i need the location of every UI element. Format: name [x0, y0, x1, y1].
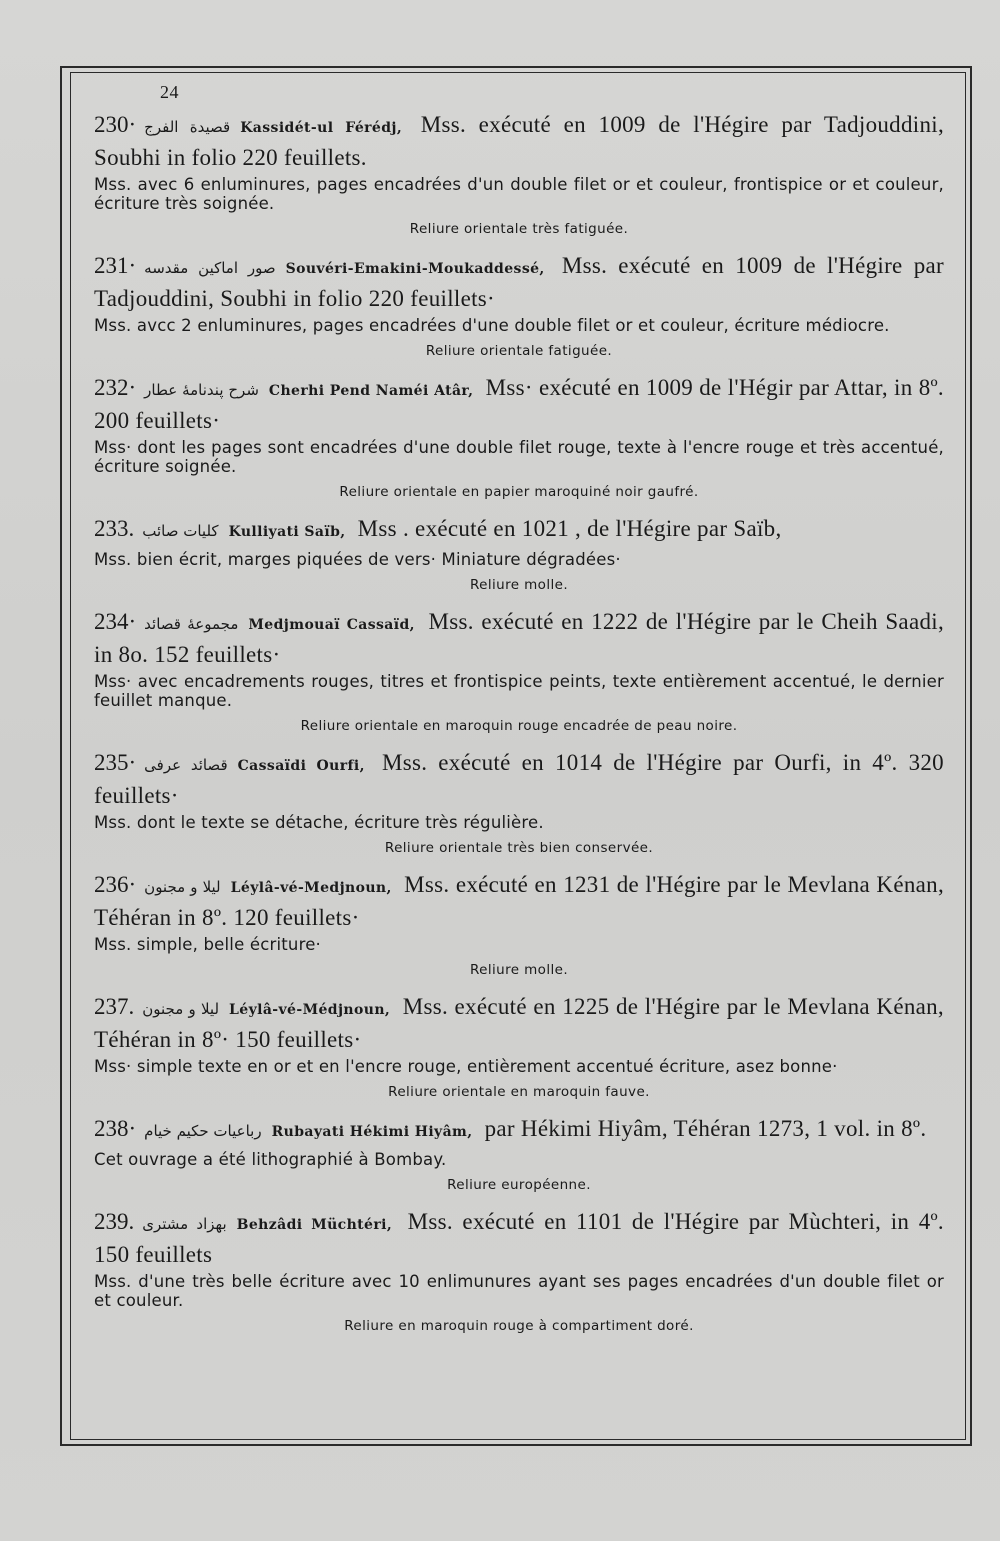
entry-description: Mss· dont les pages sont encadrées d'une double filet rouge, texte à l'encre rouge et très accentué, écriture soignée. — [94, 438, 944, 476]
catalog-entry — [94, 1114, 944, 1193]
entry-binding: Reliure orientale fatiguée. — [425, 343, 613, 359]
catalog-entries — [94, 110, 944, 1348]
catalog-entry — [94, 514, 944, 593]
entry-heading — [94, 373, 944, 435]
catalog-entry — [94, 1207, 944, 1334]
entry-number: 237. — [94, 994, 135, 1019]
entry-description: Mss· simple texte en or et en l'encre rouge, entièrement accentué écriture, asez bonne· — [94, 1057, 838, 1076]
entry-description: Cet ouvrage a été lithographié à Bombay. — [94, 1150, 447, 1169]
entry-details: Mss· exécuté en 1009 de l'Hégir par Attar, in 8º. 200 feuillets· — [94, 375, 944, 433]
page-number: 24 — [160, 82, 179, 102]
entry-binding: Reliure molle. — [469, 577, 569, 593]
catalog-entry — [94, 373, 944, 500]
catalog-entry — [94, 992, 944, 1100]
entry-number: 232· — [94, 375, 137, 400]
entry-heading — [94, 1207, 944, 1269]
entry-description: Mss. dont le texte se détache, écriture très régulière. — [94, 813, 544, 832]
entry-details: Mss. exécuté en 1231 de l'Hégire par le Mevlana Kénan, Téhéran in 8º. 120 feuillets· — [94, 872, 944, 930]
entry-details: par Hékimi Hiyâm, Téhéran 1273, 1 vol. in 8º. — [484, 1116, 927, 1141]
entry-description: Mss. avcc 2 enluminures, pages encadrées d'une double filet or et couleur, écriture médiocre. — [94, 316, 890, 335]
entry-heading — [94, 748, 944, 810]
entry-number: 230· — [94, 112, 137, 137]
entry-arabic-title: مجموعهٔ قصائد — [144, 615, 239, 633]
entry-binding: Reliure orientale en maroquin rouge encadrée de peau noire. — [300, 718, 738, 734]
entry-heading — [94, 514, 944, 547]
entry-heading — [94, 870, 944, 932]
entry-heading — [94, 1114, 944, 1147]
entry-title: Cassaïdi Ourfi, — [237, 758, 365, 774]
entry-binding: Reliure orientale très bien conservée. — [384, 840, 654, 856]
entry-title: Behzâdi Müchtéri, — [236, 1217, 393, 1233]
entry-description: Mss. bien écrit, marges piquées de vers· Miniature dégradées· — [94, 550, 621, 569]
entry-binding: Reliure européenne. — [447, 1177, 591, 1193]
entry-arabic-title: صور اماكين مقدسه — [144, 259, 276, 277]
entry-title: Rubayati Hékimi Hiyâm, — [271, 1124, 473, 1140]
entry-number: 231· — [94, 253, 137, 278]
entry-details: Mss . exécuté en 1021 , de l'Hégire par Saïb, — [357, 516, 782, 541]
catalog-entry — [94, 607, 944, 734]
entry-details: Mss. exécuté en 1222 de l'Hégire par le Cheih Saadi, in 8o. 152 feuillets· — [94, 609, 944, 667]
entry-description: Mss. avec 6 enluminures, pages encadrées d'un double filet or et couleur, frontispice or et couleur, écriture très soignée. — [94, 175, 944, 213]
entry-number: 236· — [94, 872, 137, 897]
entry-arabic-title: رباعيات حكيم خيام — [144, 1122, 262, 1140]
entry-title: Cherhi Pend Naméi Atâr, — [268, 383, 474, 399]
entry-description: Mss. d'une très belle écriture avec 10 enlimunures ayant ses pages encadrées d'un double filet or et couleur. — [94, 1272, 944, 1310]
entry-number: 235· — [94, 750, 137, 775]
entry-details: Mss. exécuté en 1009 de l'Hégire par Tadjouddini, Soubhi in folio 220 feuillets. — [94, 112, 944, 170]
entry-arabic-title: بهزاد مشترى — [142, 1215, 227, 1233]
entry-title: Kulliyati Saïb, — [228, 524, 346, 540]
entry-binding: Reliure orientale en papier maroquiné noir gaufré. — [339, 484, 699, 500]
entry-title: Souvéri-Emakini-Moukaddessé, — [285, 261, 545, 277]
entry-arabic-title: قصيدة الفرج — [144, 118, 231, 136]
entry-number: 239. — [94, 1209, 135, 1234]
catalog-entry — [94, 870, 944, 978]
entry-heading — [94, 607, 944, 669]
entry-binding: Reliure molle. — [469, 962, 569, 978]
entry-details: Mss. exécuté en 1014 de l'Hégire par Ourfi, in 4º. 320 feuillets· — [94, 750, 944, 808]
entry-title: Medjmouaï Cassaïd, — [248, 617, 415, 633]
entry-title: Kassidét-ul Férédj, — [240, 120, 403, 136]
entry-number: 233. — [94, 516, 135, 541]
entry-binding: Reliure orientale très fatiguée. — [409, 221, 629, 237]
entry-arabic-title: ليلا و مجنون — [142, 1000, 220, 1018]
entry-details: Mss. exécuté en 1101 de l'Hégire par Mùchteri, in 4º. 150 feuillets — [94, 1209, 944, 1267]
catalog-entry — [94, 748, 944, 856]
catalog-entry — [94, 251, 944, 359]
entry-description: Mss. simple, belle écriture· — [94, 935, 321, 954]
entry-binding: Reliure orientale en maroquin fauve. — [388, 1084, 650, 1100]
entry-binding: Reliure en maroquin rouge à compartiment doré. — [344, 1318, 694, 1334]
catalog-entry — [94, 110, 944, 237]
entry-number: 234· — [94, 609, 137, 634]
entry-details: Mss. exécuté en 1009 de l'Hégire par Tadjouddini, Soubhi in folio 220 feuillets· — [94, 253, 944, 311]
entry-details: Mss. exécuté en 1225 de l'Hégire par le Mevlana Kénan, Téhéran in 8º· 150 feuillets· — [94, 994, 944, 1052]
entry-arabic-title: قصائد عرفى — [144, 756, 228, 774]
entry-arabic-title: ليلا و مجنون — [144, 878, 221, 896]
entry-heading — [94, 992, 944, 1054]
entry-heading — [94, 110, 944, 172]
entry-arabic-title: شرح پندنامهٔ عطار — [144, 381, 259, 399]
entry-number: 238· — [94, 1116, 137, 1141]
entry-heading — [94, 251, 944, 313]
entry-title: Léylâ-vé-Medjnoun, — [230, 880, 392, 896]
entry-description: Mss· avec encadrements rouges, titres et frontispice peints, texte entièrement accentué, le dernier feuillet manque. — [94, 672, 944, 710]
entry-arabic-title: كليات صائب — [142, 522, 219, 540]
entry-title: Léylâ-vé-Médjnoun, — [229, 1002, 391, 1018]
